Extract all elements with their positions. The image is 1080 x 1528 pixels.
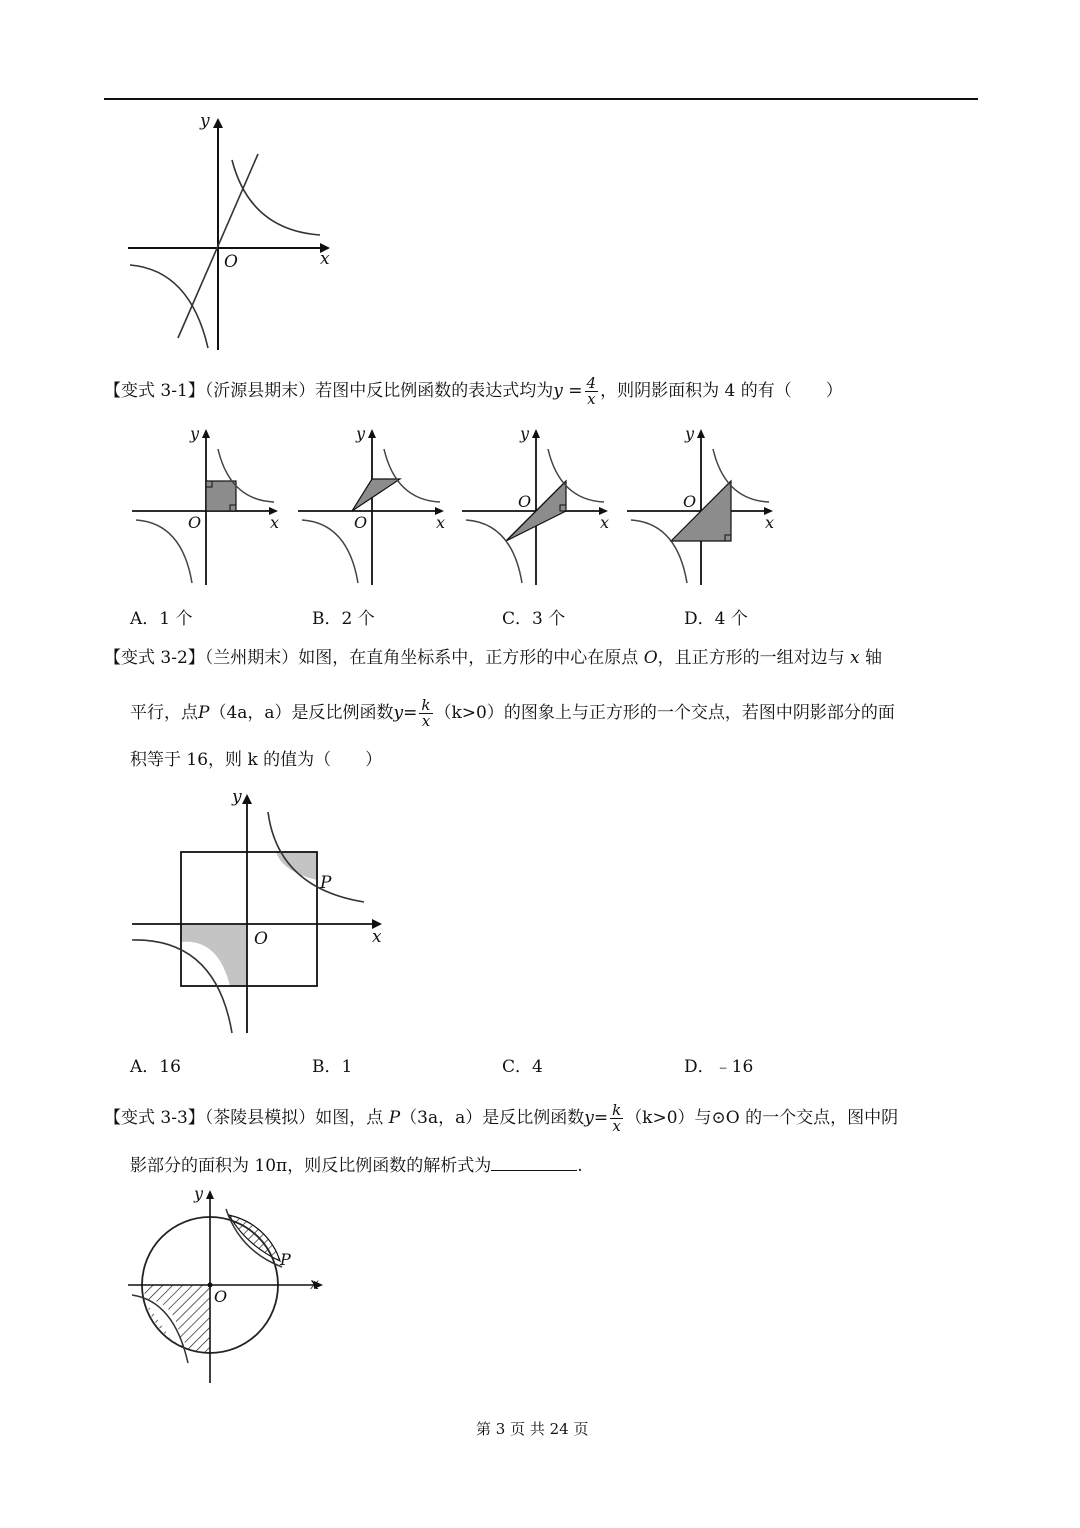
option-d[interactable]: D．﹣16: [684, 1057, 754, 1077]
option-d[interactable]: D．4 个: [684, 609, 748, 629]
svg-text:y: y: [190, 424, 200, 443]
option-b[interactable]: B．2 个: [312, 609, 375, 629]
option-a[interactable]: A．1 个: [130, 609, 193, 629]
option-c[interactable]: C．3 个: [502, 609, 566, 629]
graph-option-b: [296, 425, 456, 590]
svg-text:O: O: [254, 929, 268, 949]
origin-label: O: [224, 252, 238, 272]
question-3-2-line-2: 平行，点P（4a，a）是反比例函数y= $\frac{k}{x}$ （k>0）的图象上与正方形的一个交点，若图中阴影部分的面: [130, 696, 895, 730]
svg-text:O: O: [683, 492, 697, 511]
svg-text:y: y: [356, 424, 366, 443]
graph-square: [128, 788, 398, 1038]
fraction: $\frac{4}{x}$: [586, 374, 597, 408]
option-c[interactable]: C．4: [502, 1057, 543, 1077]
question-3-1: [104, 376, 843, 407]
question-3-2-line-1: 【变式 3-2】（兰州期末）如图，在直角坐标系中，正方形的中心在原点 O，且正方形的一组对边与 x 轴: [104, 648, 883, 668]
axis-x-label: x: [320, 249, 330, 269]
axis-y-label: y: [200, 111, 210, 131]
svg-text:O: O: [354, 513, 368, 532]
option-a[interactable]: A．16: [130, 1057, 181, 1077]
question-text: （沂源县期末）若图中反比例函数的表达式均为: [204, 381, 554, 401]
graph-linear-inverse: [120, 110, 340, 355]
svg-text:y: y: [232, 787, 242, 807]
question-tail: ，则阴影面积为 4 的有（ ）: [600, 381, 843, 401]
svg-text:x: x: [372, 927, 382, 947]
svg-text:x: x: [436, 513, 446, 532]
svg-text:x: x: [600, 513, 610, 532]
svg-text:x: x: [270, 513, 280, 532]
svg-text:P: P: [280, 1250, 291, 1269]
svg-text:y: y: [685, 424, 695, 443]
graph-option-d: [625, 425, 785, 590]
graph-option-a: [130, 425, 290, 590]
svg-text:x: x: [765, 513, 775, 532]
option-b[interactable]: B．1: [312, 1057, 353, 1077]
question-tag: 【变式 3-3】: [104, 1108, 205, 1128]
svg-text:O: O: [214, 1287, 228, 1306]
fraction: $\frac{k}{x}$: [612, 1101, 622, 1135]
graph-circle: [124, 1185, 354, 1390]
question-tag: 【变式 3-2】: [104, 648, 205, 668]
svg-text:y: y: [520, 424, 530, 443]
svg-text:O: O: [188, 513, 202, 532]
header-rule: [104, 98, 978, 100]
question-3-3-line-1: 【变式 3-3】（茶陵县模拟）如图，点 P（3a，a）是反比例函数y= $\frac{k}{x}$ （k>0）与⊙O 的一个交点，图中阴: [104, 1101, 899, 1135]
answer-blank[interactable]: [491, 1154, 577, 1171]
question-tag: 【变式 3-1】: [104, 381, 205, 401]
fraction: $\frac{k}{x}$: [421, 696, 431, 730]
svg-text:x: x: [310, 1274, 320, 1293]
question-3-3-line-2: 影部分的面积为 10π，则反比例函数的解析式为 .: [130, 1156, 583, 1176]
page-footer: 第 3 页 共 24 页: [476, 1420, 589, 1438]
question-3-2-line-3: 积等于 16，则 k 的值为（ ）: [130, 750, 383, 770]
svg-text:y: y: [194, 1184, 204, 1203]
svg-text:O: O: [518, 492, 532, 511]
equation-lhs: y =: [553, 381, 583, 401]
svg-text:P: P: [320, 873, 332, 893]
graph-option-c: [460, 425, 620, 590]
